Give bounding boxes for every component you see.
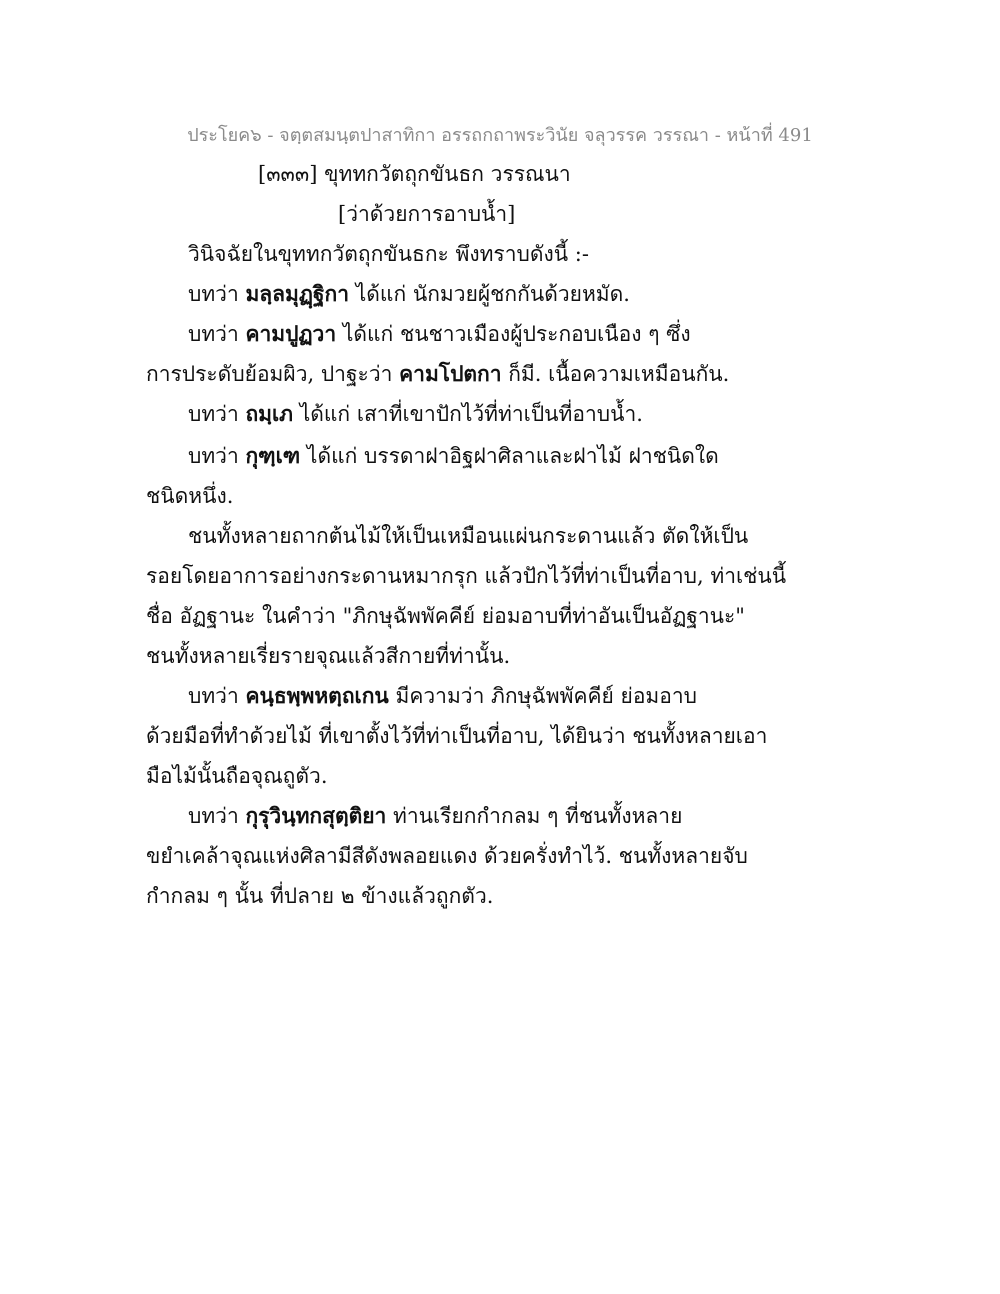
- p2-post: ได้แก่ ชนชาวเมืองผู้ประกอบเนือง ๆ ซึ่ง: [336, 322, 691, 346]
- p3-post: ได้แก่ เสาที่เขาปักไว้ที่ท่าเป็นที่อาบน้ำ.: [293, 402, 643, 426]
- p4-term: กุฑฺเฑ: [245, 443, 301, 468]
- p1-pre: บทว่า: [188, 282, 246, 306]
- paragraph-5-line-1: ชนทั้งหลายถากต้นไม้ให้เป็นเหมือนแผ่นกระดานแล้ว ตัดให้เป็น: [188, 524, 749, 548]
- p3-term: ถมฺเภ: [245, 401, 294, 426]
- paragraph-1: [188, 280, 630, 308]
- p7-term: กุรุวินฺทกสุตฺติยา: [245, 803, 387, 828]
- paragraph-4-line-1: [188, 442, 719, 470]
- paragraph-5-line-4: ชนทั้งหลายเรี่ยรายจุณแล้วสีกายที่ท่านั้น.: [146, 644, 511, 668]
- paragraph-7-line-1: [188, 802, 682, 830]
- p2-l2-term: คามโปตกา: [399, 361, 502, 386]
- p1-term: มลฺลมุฏฺฐิกา: [245, 281, 350, 306]
- paragraph-7-line-2: ขยำเคล้าจุณแห่งศิลามีสีดังพลอยแดง ด้วยครั่งทำไว้. ชนทั้งหลายจับ: [146, 844, 748, 868]
- p6-pre: บทว่า: [188, 684, 246, 708]
- section-subtitle: [ว่าด้วยการอาบน้ำ]: [338, 202, 516, 226]
- page-header: ประโยค๖ - จตฺตสมนฺตปาสาทิกา อรรถกถาพระวินัย จลุวรรค วรรณา - หน้าที่ 491: [187, 125, 813, 146]
- p4-pre: บทว่า: [188, 444, 246, 468]
- paragraph-3: [188, 400, 643, 428]
- intro-line: วินิจฉัยในขุททกวัตถุกขันธกะ พึงทราบดังนี้ :-: [188, 242, 589, 266]
- paragraph-2-line-2: [146, 360, 729, 388]
- paragraph-6-line-3: มือไม้นั้นถือจุณถูตัว.: [146, 764, 328, 788]
- p4-post: ได้แก่ บรรดาฝาอิฐฝาศิลาและฝาไม้ ฝาชนิดใด: [300, 444, 719, 468]
- paragraph-5-line-2: รอยโดยอาการอย่างกระดานหมากรุก แล้วปักไว้ที่ท่าเป็นที่อาบ, ท่าเช่นนี้: [146, 564, 787, 588]
- paragraph-6-line-2: ด้วยมือที่ทำด้วยไม้ ที่เขาตั้งไว้ที่ท่าเป็นที่อาบ, ได้ยินว่า ชนทั้งหลายเอา: [146, 724, 768, 748]
- section-title: [๓๓๓] ขุททกวัตถุกขันธก วรรณนา: [258, 162, 571, 186]
- p6-term: คนฺธพฺพหตฺถเกน: [245, 683, 389, 708]
- p1-post: ได้แก่ นักมวยผู้ชกกันด้วยหมัด.: [349, 282, 630, 306]
- paragraph-6-line-1: [188, 682, 697, 710]
- p3-pre: บทว่า: [188, 402, 246, 426]
- p7-pre: บทว่า: [188, 804, 246, 828]
- paragraph-5-line-3: ชื่อ อัฏฐานะ ในคำว่า "ภิกษุฉัพพัคคีย์ ย่อมอาบที่ท่าอันเป็นอัฏฐานะ": [146, 604, 745, 628]
- p2-pre: บทว่า: [188, 322, 246, 346]
- p6-post: มีความว่า ภิกษุฉัพพัคคีย์ ย่อมอาบ: [388, 684, 698, 708]
- paragraph-4-line-2: ชนิดหนึ่ง.: [146, 484, 234, 508]
- p2-term: คามปูฏวา: [245, 321, 337, 346]
- p7-post: ท่านเรียกกำกลม ๆ ที่ชนทั้งหลาย: [386, 804, 683, 828]
- p2-l2-pre: การประดับย้อมผิว, ปาฐะว่า: [146, 362, 400, 386]
- paragraph-7-line-3: กำกลม ๆ นั้น ที่ปลาย ๒ ข้างแล้วถูกตัว.: [146, 884, 494, 908]
- paragraph-2-line-1: [188, 320, 691, 348]
- p2-l2-post: ก็มี. เนื้อความเหมือนกัน.: [501, 362, 730, 386]
